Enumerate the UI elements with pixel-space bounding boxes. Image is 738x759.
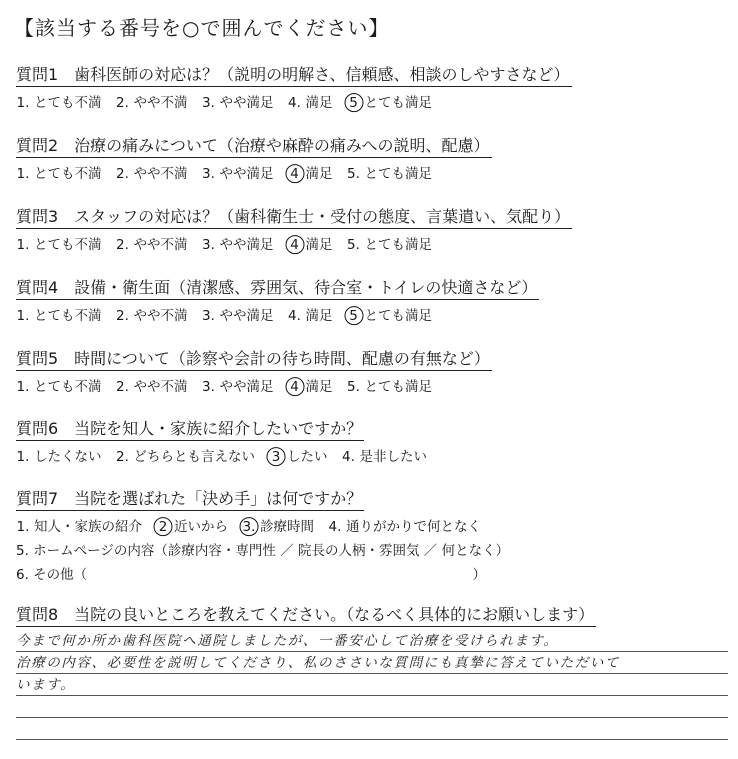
option-number: 4. xyxy=(288,95,301,111)
option-label: とても満足 xyxy=(364,308,432,324)
circled-option-number: 3. xyxy=(242,519,256,535)
option-number: 1. xyxy=(16,449,30,465)
option-label: とても不満 xyxy=(34,95,102,111)
option-3[interactable] xyxy=(202,233,274,253)
option-label: 是非したい xyxy=(359,449,427,465)
option-label: 知人・家族の紹介 xyxy=(34,519,142,535)
option-number: 1. xyxy=(16,166,30,182)
handwritten-text: います。 xyxy=(16,677,76,693)
option-5[interactable] xyxy=(347,162,433,182)
option-2[interactable] xyxy=(116,91,188,111)
page-heading: 【該当する番号を○で囲んでください】 xyxy=(14,16,390,40)
option-label: やや不満 xyxy=(133,237,188,253)
answer-line[interactable] xyxy=(16,652,728,674)
option-number: 5. xyxy=(347,166,360,182)
q7-option-2[interactable] xyxy=(156,515,228,535)
option-number: 1. xyxy=(16,308,30,324)
question-7-title: 質問7 当院を選ばれた「決め手」は何ですか？ xyxy=(16,486,364,511)
option-label: やや満足 xyxy=(219,237,274,253)
option-label: とても満足 xyxy=(364,379,432,395)
question-5 xyxy=(16,346,728,395)
option-label: 診療時間 xyxy=(260,519,314,535)
question-3-title: 質問3 スタッフの対応は？（歯科衛生士・受付の態度、言葉遣い、気配り） xyxy=(16,204,572,229)
option-1[interactable] xyxy=(16,162,102,182)
option-label: 近いから xyxy=(174,519,228,535)
question-4 xyxy=(16,275,728,324)
q7-option-4[interactable] xyxy=(328,515,481,535)
circled-option-number: 4 xyxy=(288,379,302,395)
question-4-options xyxy=(16,304,728,324)
option-4[interactable] xyxy=(342,445,428,465)
option-3[interactable] xyxy=(202,91,274,111)
option-4[interactable] xyxy=(288,162,333,182)
question-5-options xyxy=(16,375,728,395)
option-5[interactable] xyxy=(347,233,433,253)
question-8 xyxy=(16,602,728,627)
question-6-options xyxy=(16,445,728,465)
option-number: 2. xyxy=(116,166,129,182)
question-2-title: 質問2 治療の痛みについて（治療や麻酔の痛みへの説明、配慮） xyxy=(16,133,492,158)
question-1-title: 質問1 歯科医師の対応は？（説明の明解さ、信頼感、相談のしやすさなど） xyxy=(16,62,572,87)
option-label: とても満足 xyxy=(364,166,432,182)
question-5-title: 質問5 時間について（診察や会計の待ち時間、配慮の有無など） xyxy=(16,346,492,371)
option-3[interactable] xyxy=(202,162,274,182)
option-3[interactable] xyxy=(269,445,328,465)
answer-line[interactable] xyxy=(16,630,728,652)
handwritten-text: 治療の内容、必要性を説明してくださり、私のささいな質問にも真摯に答えていただいて xyxy=(16,655,620,671)
option-label: やや不満 xyxy=(133,379,188,395)
option-label: やや満足 xyxy=(219,166,274,182)
option-4[interactable] xyxy=(288,233,333,253)
option-label: とても不満 xyxy=(34,166,102,182)
answer-line[interactable] xyxy=(16,696,728,718)
option-4[interactable] xyxy=(288,91,333,111)
option-number: 5. xyxy=(347,237,360,253)
option-number: 3. xyxy=(202,95,215,111)
option-1[interactable] xyxy=(16,91,102,111)
option-2[interactable] xyxy=(116,233,188,253)
other-close-paren: ） xyxy=(472,567,486,583)
question-1-options xyxy=(16,91,728,111)
option-label: やや不満 xyxy=(133,95,188,111)
option-label: どちらとも言えない xyxy=(133,449,255,465)
option-label: したくない xyxy=(34,449,102,465)
question-7 xyxy=(16,486,728,583)
question-6 xyxy=(16,416,728,465)
circled-option-number: 4 xyxy=(288,166,302,182)
option-1[interactable] xyxy=(16,304,102,324)
option-5[interactable] xyxy=(347,375,433,395)
option-number: 2. xyxy=(116,237,129,253)
question-4-title: 質問4 設備・衛生面（清潔感、雰囲気、待合室・トイレの快適さなど） xyxy=(16,275,539,300)
option-number: 2. xyxy=(116,379,129,395)
q7-option-1[interactable] xyxy=(16,515,142,535)
option-number: 1. xyxy=(16,237,30,253)
option-1[interactable] xyxy=(16,375,102,395)
option-label: やや不満 xyxy=(133,166,188,182)
circled-option-number: 2 xyxy=(156,519,170,535)
option-2[interactable] xyxy=(116,162,188,182)
question-7-option-6[interactable] xyxy=(16,563,728,583)
handwritten-text: 今まで何か所か歯科医院へ通院しましたが、一番安心して治療を受けられます。 xyxy=(16,633,559,649)
option-number: 2. xyxy=(116,308,129,324)
option-2[interactable] xyxy=(116,375,188,395)
circled-option-number: 3 xyxy=(269,449,283,465)
answer-line[interactable] xyxy=(16,674,728,696)
question-8-title: 質問8 当院の良いところを教えてください。（なるべく具体的にお願いします） xyxy=(16,602,596,627)
option-number: 1. xyxy=(16,95,30,111)
circled-option-number: 5 xyxy=(347,308,361,324)
option-3[interactable] xyxy=(202,375,274,395)
option-label: 満足 xyxy=(305,95,333,111)
option-label: やや満足 xyxy=(219,379,274,395)
option-label: とても不満 xyxy=(34,308,102,324)
circled-option-number: 4 xyxy=(288,237,302,253)
option-number: 1. xyxy=(16,379,30,395)
option-label: とても不満 xyxy=(34,237,102,253)
question-2-options xyxy=(16,162,728,182)
option-label: とても不満 xyxy=(34,379,102,395)
option-label: 満足 xyxy=(305,379,333,395)
option-number: 4. xyxy=(328,519,342,535)
option-number: 2. xyxy=(116,449,129,465)
option-2[interactable] xyxy=(116,445,256,465)
question-7-options-row1 xyxy=(16,515,728,535)
option-number: 5. xyxy=(347,379,360,395)
option-label: やや満足 xyxy=(219,308,274,324)
question-3-options xyxy=(16,233,728,253)
option-number: 4. xyxy=(342,449,355,465)
option-2[interactable] xyxy=(116,304,188,324)
question-3 xyxy=(16,204,728,253)
option-label: やや満足 xyxy=(219,95,274,111)
question-2 xyxy=(16,133,728,182)
answer-area[interactable] xyxy=(16,630,728,740)
option-label: 満足 xyxy=(305,166,333,182)
option-label: 満足 xyxy=(305,308,333,324)
option-5[interactable] xyxy=(347,91,433,111)
option-label: やや不満 xyxy=(133,308,188,324)
option-5[interactable] xyxy=(347,304,433,324)
question-6-title: 質問6 当院を知人・家族に紹介したいですか？ xyxy=(16,416,364,441)
other-open-label: 6. その他（ xyxy=(16,567,88,583)
q7-option-3[interactable] xyxy=(242,515,314,535)
option-4[interactable] xyxy=(288,375,333,395)
option-number: 1. xyxy=(16,519,30,535)
option-number: 3. xyxy=(202,166,215,182)
option-number: 3. xyxy=(202,379,215,395)
question-7-option-5[interactable]: 5. ホームページの内容（診療内容・専門性 ／ 院長の人柄・雰囲気 ／ 何となく） xyxy=(16,543,510,559)
option-number: 4. xyxy=(288,308,301,324)
option-3[interactable] xyxy=(202,304,274,324)
option-1[interactable] xyxy=(16,233,102,253)
other-field[interactable] xyxy=(16,563,486,583)
option-label: 通りがかりで何となく xyxy=(346,519,481,535)
option-label: とても満足 xyxy=(364,237,432,253)
option-number: 3. xyxy=(202,237,215,253)
circled-option-number: 5 xyxy=(347,95,361,111)
option-4[interactable] xyxy=(288,304,333,324)
option-number: 3. xyxy=(202,308,215,324)
option-1[interactable] xyxy=(16,445,102,465)
option-label: 満足 xyxy=(305,237,333,253)
option-label: したい xyxy=(287,449,328,465)
option-label: とても満足 xyxy=(364,95,432,111)
question-1 xyxy=(16,62,728,111)
answer-line[interactable] xyxy=(16,718,728,740)
option-number: 2. xyxy=(116,95,129,111)
